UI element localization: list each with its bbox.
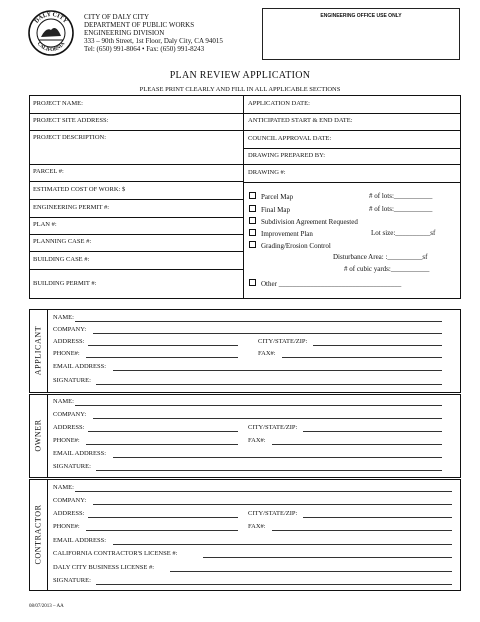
org-address: 333 – 90th Street, 1st Floor, Daly City, CA 94015: [84, 37, 223, 45]
applicant-signature-label: SIGNATURE:: [53, 377, 91, 384]
row-divider: [29, 181, 243, 182]
council-approval-date-field[interactable]: COUNCIL APPROVAL DATE:: [248, 135, 332, 142]
grading-option[interactable]: [249, 241, 331, 250]
lot-size-field[interactable]: Lot size:__________sf: [371, 229, 436, 237]
contractor-address-label: ADDRESS:: [53, 510, 85, 517]
owner-phone-label: PHONE#:: [53, 437, 80, 444]
owner-email-label: EMAIL ADDRESS:: [53, 450, 107, 457]
planning-case-field[interactable]: PLANNING CASE #:: [33, 238, 92, 245]
section-divider: [47, 394, 48, 478]
contractor-email-label: EMAIL ADDRESS:: [53, 537, 107, 544]
contractor-section: [29, 479, 461, 591]
row-divider: [29, 217, 243, 218]
improvement-plan-label: Improvement Plan: [261, 230, 313, 238]
improvement-plan-option[interactable]: [249, 229, 313, 238]
owner-city-input[interactable]: [303, 431, 442, 432]
applicant-email-input[interactable]: [113, 370, 442, 371]
footer-revision: 08/07/2013 – AA: [29, 604, 64, 609]
cubic-yards-field[interactable]: # of cubic yards:___________: [344, 265, 430, 273]
contractor-signature-input[interactable]: [96, 584, 452, 585]
row-divider: [29, 164, 243, 165]
contractor-signature-label: SIGNATURE:: [53, 577, 91, 584]
applicant-signature-input[interactable]: [96, 384, 442, 385]
contractor-company-label: COMPANY:: [53, 497, 87, 504]
row-divider: [29, 130, 243, 131]
contractor-email-input[interactable]: [113, 544, 452, 545]
contractor-city-input[interactable]: [303, 517, 452, 518]
row-divider: [29, 234, 243, 235]
section-divider: [47, 479, 48, 591]
org-division: ENGINEERING DIVISION: [84, 29, 165, 37]
final-map-lots[interactable]: # of lots:___________: [369, 205, 433, 213]
owner-company-input[interactable]: [93, 418, 442, 419]
contractor-ca-license-input[interactable]: [203, 557, 452, 558]
owner-name-input[interactable]: [75, 405, 442, 406]
applicant-city-input[interactable]: [313, 345, 442, 346]
contractor-company-input[interactable]: [93, 504, 452, 505]
applicant-company-label: COMPANY:: [53, 326, 87, 333]
applicant-address-input[interactable]: [88, 345, 238, 346]
contractor-city-label: CITY/STATE/ZIP:: [248, 510, 298, 517]
row-divider: [243, 148, 461, 149]
owner-address-input[interactable]: [88, 431, 238, 432]
drawing-number-field[interactable]: DRAWING #:: [248, 169, 286, 176]
engineering-permit-field[interactable]: ENGINEERING PERMIT #:: [33, 204, 110, 211]
owner-section: [29, 394, 461, 478]
applicant-name-input[interactable]: [75, 321, 442, 322]
applicant-phone-input[interactable]: [86, 357, 238, 358]
city-seal-logo: [28, 10, 74, 56]
applicant-fax-label: FAX#:: [258, 350, 276, 357]
estimated-cost-field[interactable]: ESTIMATED COST OF WORK: $: [33, 186, 126, 193]
checkbox-icon[interactable]: [249, 192, 256, 199]
applicant-fax-input[interactable]: [282, 357, 442, 358]
owner-label: OWNER: [33, 419, 43, 452]
owner-name-label: NAME:: [53, 398, 74, 405]
project-description-field[interactable]: PROJECT DESCRIPTION:: [33, 134, 107, 141]
form-subtitle: PLEASE PRINT CLEARLY AND FILL IN ALL APPLICABLE SECTIONS: [139, 86, 341, 93]
org-name: CITY OF DALY CITY: [84, 13, 150, 21]
contractor-label: CONTRACTOR: [33, 504, 43, 565]
other-option[interactable]: [249, 279, 401, 288]
applicant-label: APPLICANT: [33, 325, 43, 376]
checkbox-icon[interactable]: [249, 241, 256, 248]
applicant-phone-label: PHONE#:: [53, 350, 80, 357]
building-permit-field[interactable]: BUILDING PERMIT #:: [33, 280, 97, 287]
owner-signature-input[interactable]: [96, 470, 442, 471]
contractor-fax-input[interactable]: [272, 530, 452, 531]
row-divider: [29, 251, 243, 252]
org-department: DEPARTMENT OF PUBLIC WORKS: [84, 21, 195, 29]
plan-field[interactable]: PLAN #:: [33, 221, 57, 228]
applicant-name-label: NAME:: [53, 314, 74, 321]
form-title: PLAN REVIEW APPLICATION: [169, 70, 311, 81]
checkbox-icon[interactable]: [249, 229, 256, 236]
applicant-email-label: EMAIL ADDRESS:: [53, 363, 107, 370]
parcel-map-label: Parcel Map: [261, 193, 294, 201]
office-use-label: ENGINEERING OFFICE USE ONLY: [320, 13, 402, 19]
org-phone: Tel: (650) 991-8064 • Fax: (650) 991-8243: [84, 45, 205, 53]
owner-company-label: COMPANY:: [53, 411, 87, 418]
applicant-city-label: CITY/STATE/ZIP:: [258, 338, 308, 345]
contractor-phone-label: PHONE#:: [53, 523, 80, 530]
row-divider: [243, 164, 461, 165]
disturbance-area-field[interactable]: Disturbance Area: :__________sf: [333, 253, 428, 261]
contractor-name-input[interactable]: [75, 491, 452, 492]
contractor-name-label: NAME:: [53, 484, 74, 491]
owner-phone-input[interactable]: [86, 444, 238, 445]
owner-email-input[interactable]: [113, 457, 442, 458]
checkbox-icon[interactable]: [249, 205, 256, 212]
contractor-ca-license-label: CALIFORNIA CONTRACTOR'S LICENSE #:: [53, 550, 178, 557]
grading-label: Grading/Erosion Control: [261, 242, 331, 250]
other-label: Other ___________________________________: [261, 280, 402, 288]
table-divider: [243, 95, 244, 299]
applicant-company-input[interactable]: [93, 333, 442, 334]
application-date-field[interactable]: APPLICATION DATE:: [248, 100, 310, 107]
contractor-phone-input[interactable]: [86, 530, 238, 531]
contractor-fax-label: FAX#:: [248, 523, 266, 530]
row-divider: [29, 113, 243, 114]
checkbox-icon[interactable]: [249, 279, 256, 286]
row-divider: [29, 269, 243, 270]
contractor-dc-license-input[interactable]: [170, 571, 452, 572]
parcel-map-option[interactable]: [249, 192, 293, 201]
owner-fax-input[interactable]: [272, 444, 442, 445]
contractor-dc-license-label: DALY CITY BUSINESS LICENSE #:: [53, 564, 155, 571]
subdivision-label: Subdivision Agreement Requested: [261, 218, 358, 226]
owner-address-label: ADDRESS:: [53, 424, 85, 431]
engineering-office-use-box: [262, 8, 460, 60]
row-divider: [243, 130, 461, 131]
row-divider: [243, 182, 461, 183]
row-divider: [29, 199, 243, 200]
row-divider: [243, 113, 461, 114]
svg-text:DALY CITY: DALY CITY: [33, 11, 69, 25]
parcel-map-lots[interactable]: # of lots:___________: [369, 192, 433, 200]
project-name-field[interactable]: PROJECT NAME:: [33, 100, 83, 107]
start-end-date-field[interactable]: ANTICIPATED START & END DATE:: [248, 117, 353, 124]
applicant-address-label: ADDRESS:: [53, 338, 85, 345]
owner-city-label: CITY/STATE/ZIP:: [248, 424, 298, 431]
final-map-option[interactable]: [249, 205, 290, 214]
drawing-prepared-by-field[interactable]: DRAWING PREPARED BY:: [248, 152, 326, 159]
owner-fax-label: FAX#:: [248, 437, 266, 444]
contractor-address-input[interactable]: [88, 517, 238, 518]
owner-signature-label: SIGNATURE:: [53, 463, 91, 470]
section-divider: [47, 309, 48, 393]
parcel-field[interactable]: PARCEL #:: [33, 168, 64, 175]
project-site-address-field[interactable]: PROJECT SITE ADDRESS:: [33, 117, 109, 124]
building-case-field[interactable]: BUILDING CASE #:: [33, 256, 90, 263]
subdivision-option[interactable]: [249, 217, 358, 226]
svg-text:CALIFORNIA: CALIFORNIA: [35, 41, 67, 54]
final-map-label: Final Map: [261, 206, 290, 214]
checkbox-icon[interactable]: [249, 217, 256, 224]
